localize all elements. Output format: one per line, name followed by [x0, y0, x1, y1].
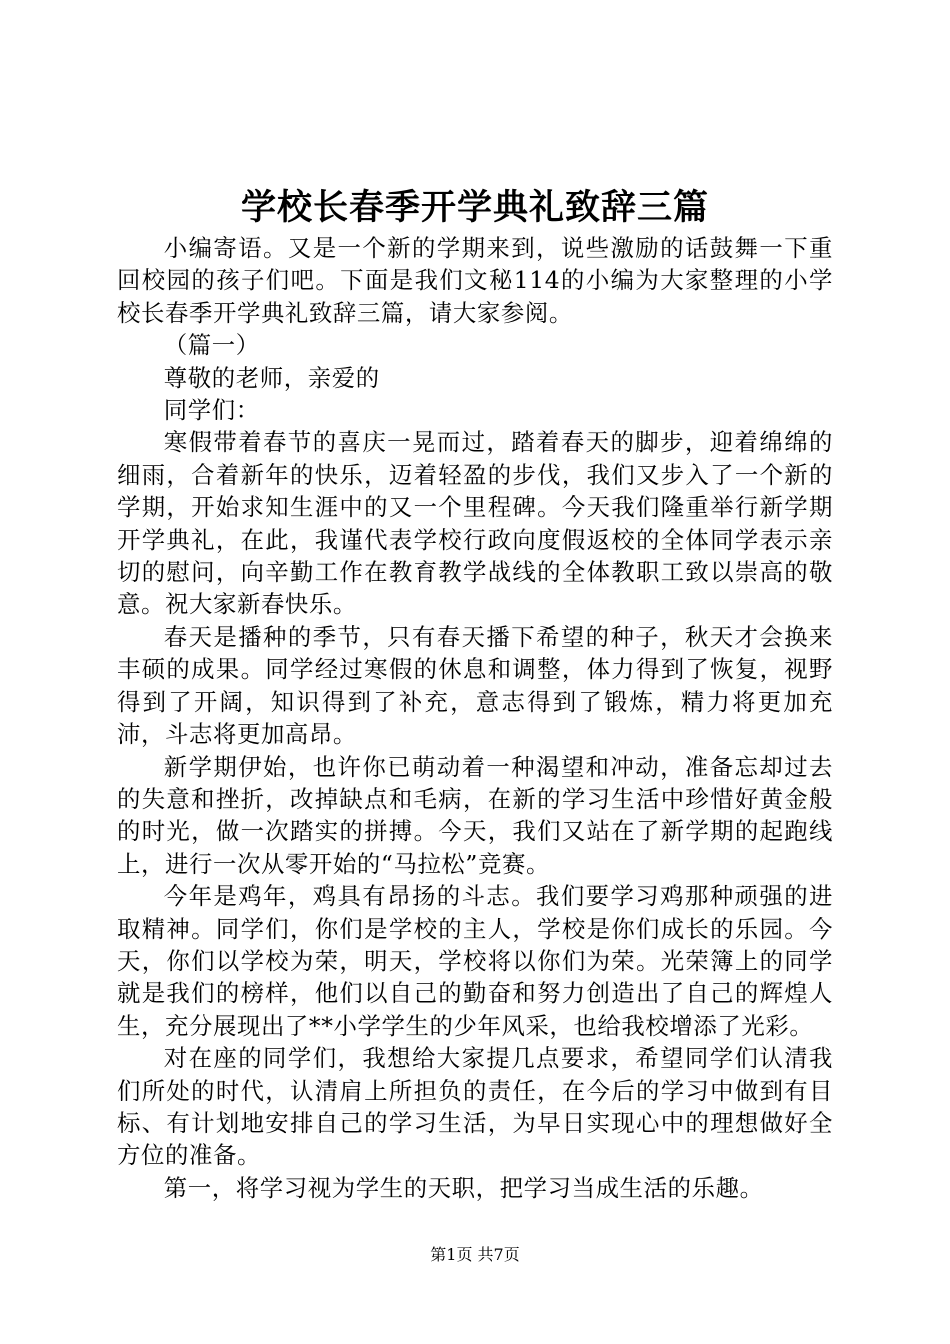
paragraph-intro: 小编寄语。又是一个新的学期来到，说些激励的话鼓舞一下重回校园的孩子们吧。下面是我们文秘114的小编为大家整理的小学校长春季开学典礼致辞三篇，请大家参阅。	[117, 234, 833, 327]
paragraph-body-1: 寒假带着春节的喜庆一晃而过，踏着春天的脚步，迎着绵绵的细雨，合着新年的快乐，迈着轻盈的步伐，我们又步入了一个新的学期，开始求知生涯中的又一个里程碑。今天我们隆重举行新学期开学典礼，在此，我谨代表学校行政向度假返校的全体同学表示亲切的慰问，向辛勤工作在教育教学战线的全体教职工致以崇高的敬意。祝大家新春快乐。	[117, 428, 833, 619]
document-title: 学校长春季开学典礼致辞三篇	[240, 188, 709, 228]
paragraph-section-heading: （篇一）	[163, 331, 260, 360]
paragraph-salutation-1: 尊敬的老师，亲爱的	[163, 363, 380, 392]
paragraph-body-4: 今年是鸡年，鸡具有昂扬的斗志。我们要学习鸡那种顽强的进取精神。同学们，你们是学校的主人，学校是你们成长的乐园。今天，你们以学校为荣，明天，学校将以你们为荣。光荣簿上的同学就是我们的榜样，他们以自己的勤奋和努力创造出了自己的辉煌人生，充分展现出了**小学学生的少年风采，也给我校增添了光彩。	[117, 882, 833, 1040]
paragraph-body-2: 春天是播种的季节，只有春天播下希望的种子，秋天才会换来丰硕的成果。同学经过寒假的休息和调整，体力得到了恢复，视野得到了开阔，知识得到了补充，意志得到了锻炼，精力将更加充沛，斗志将更加高昂。	[117, 622, 833, 749]
paragraph-body-5: 对在座的同学们，我想给大家提几点要求，希望同学们认清我们所处的时代，认清肩上所担负的责任，在今后的学习中做到有目标、有计划地安排自己的学习生活，为早日实现心中的理想做好全方位的准备。	[117, 1044, 833, 1170]
paragraph-body-6: 第一，将学习视为学生的天职，把学习当成生活的乐趣。	[163, 1173, 764, 1202]
paragraph-body-3: 新学期伊始，也许你已萌动着一种渴望和冲动，准备忘却过去的失意和挫折，改掉缺点和毛病，在新的学习生活中珍惜好黄金般的时光，做一次踏实的拼搏。今天，我们又站在了新学期的起跑线上，进行一次从零开始的“马拉松”竞赛。	[117, 752, 833, 878]
document-body	[117, 232, 833, 1204]
paragraph-salutation-2: 同学们：	[163, 396, 260, 425]
page-number-footer: 第1页 共7页	[430, 1245, 520, 1264]
